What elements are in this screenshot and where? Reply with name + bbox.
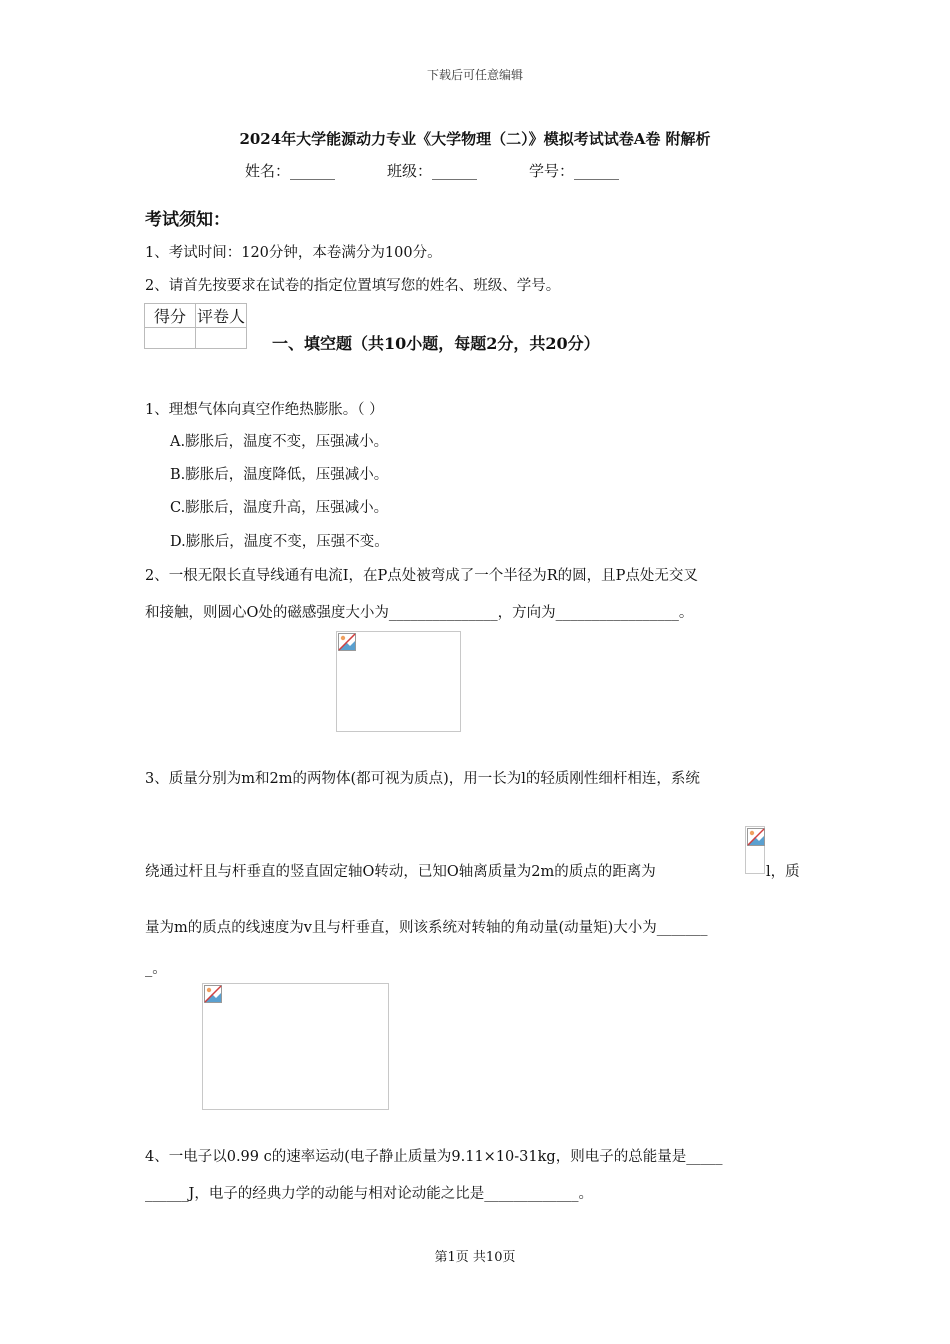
score-label: 得分 [145, 304, 196, 328]
question-1-option-d: D.膨胀后，温度不变，压强不变。 [170, 534, 389, 550]
student-id-field: 学号：______ [529, 162, 620, 180]
figure-placeholder [336, 631, 461, 732]
question-3-line: 量为m的质点的线速度为v且与杆垂直，则该系统对转轴的角动量(动量矩)大小为_______ [145, 920, 708, 936]
instruction-item: 1、考试时间：120分钟，本卷满分为100分。 [145, 245, 442, 261]
instructions-heading: 考试须知： [145, 210, 230, 230]
grader-cell [196, 328, 247, 349]
part-title: 一、填空题（共10小题，每题2分，共20分） [272, 334, 600, 353]
question-3-line: 3、质量分别为m和2m的两物体(都可视为质点)，用一长为l的轻质刚性细杆相连，系统 [145, 771, 700, 787]
page-title: 2024年大学能源动力专业《大学物理（二）》模拟考试试卷A卷 附解析 [239, 130, 711, 148]
question-4-line: 4、一电子以0.99 c的速率运动(电子静止质量为9.11×10-31kg，则电子的总能量是_____ [145, 1149, 723, 1165]
question-3-line: 绕通过杆且与杆垂直的竖直固定轴O转动，已知O轴离质量为2m的质点的距离为 [145, 864, 656, 880]
question-2-line: 2、一根无限长直导线通有电流I，在P点处被弯成了一个半径为R的圆，且P点处无交叉 [145, 568, 698, 584]
figure-placeholder [202, 983, 389, 1110]
question-4-line: ______J，电子的经典力学的动能与相对论动能之比是_____________。 [145, 1186, 594, 1202]
score-table [144, 303, 247, 349]
inline-figure-placeholder [745, 826, 765, 874]
class-field: 班级：______ [387, 162, 478, 180]
question-1-stem: 1、理想气体向真空作绝热膨胀。（ ） [145, 402, 384, 418]
broken-image-icon [747, 828, 765, 846]
page-number: 第1页 共10页 [434, 1250, 516, 1265]
question-1-option-c: C.膨胀后，温度升高，压强减小。 [170, 500, 389, 516]
instruction-item: 2、请首先按要求在试卷的指定位置填写您的姓名、班级、学号。 [145, 278, 561, 294]
question-2-line: 和接触，则圆心O处的磁感强度大小为_______________，方向为_________________。 [145, 605, 694, 621]
broken-image-icon [204, 985, 222, 1003]
header-note: 下载后可任意编辑 [426, 68, 523, 82]
question-1-option-b: B.膨胀后，温度降低，压强减小。 [170, 467, 389, 483]
broken-image-icon [338, 633, 356, 651]
question-3-line: _。 [145, 961, 167, 977]
grader-label: 评卷人 [196, 304, 247, 328]
name-field: 姓名：______ [245, 162, 336, 180]
score-cell [145, 328, 196, 349]
question-3-line: l，质 [766, 864, 800, 880]
question-1-option-a: A.膨胀后，温度不变，压强减小。 [170, 434, 389, 450]
